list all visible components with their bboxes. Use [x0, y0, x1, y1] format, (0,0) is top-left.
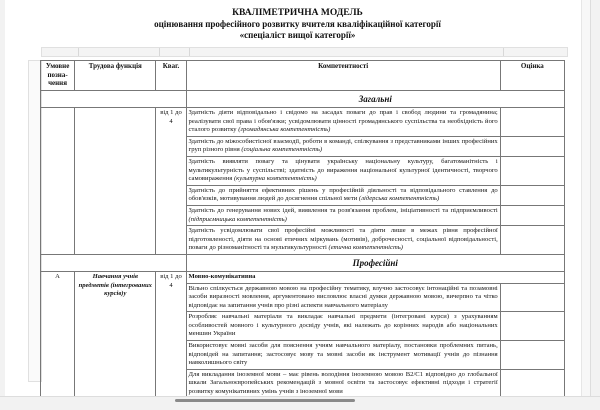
header-qual: Кваг. — [156, 61, 186, 91]
qualimetric-table — [40, 60, 565, 396]
document-heading — [5, 8, 590, 41]
header-competencies: Компетентності — [186, 61, 500, 91]
score-cell[interactable] — [500, 341, 564, 370]
document-title: КВАЛІМЕТРИЧНА МОДЕЛЬ — [232, 8, 363, 18]
header-code: Умовне позна-чення — [41, 61, 75, 91]
code-cell: А — [41, 271, 75, 396]
document-page — [5, 0, 591, 396]
header-score: Оцінка — [500, 61, 564, 91]
competency-cell: Розробляє навчальні матеріали та викладає навчальні предмети (інтегровані курси) з урахуванням особливостей мовного і культурного досвіду учнів, які належать до корінних народів або національних меншин України — [186, 312, 500, 341]
score-cell[interactable] — [500, 136, 564, 156]
table-ruler[interactable] — [41, 47, 568, 57]
horizontal-scrollbar-thumb[interactable] — [175, 399, 355, 402]
table-header-row — [41, 61, 565, 91]
labor-function-cell: Навчання учнів предметів (інтегрованих курсів)у — [75, 271, 156, 396]
table-row — [41, 108, 565, 137]
score-cell[interactable] — [500, 156, 564, 185]
competency-cell: Вільно спілкується державною мовою на професійну тематику, влучно застосовує інтонаційні та позамовні засоби виразності мовлення, аргументовано висловлює власні думки державною мовою, вичерпно та чітко відповідає на запитання учнів про різні аспекти навчального матеріалу — [186, 283, 500, 312]
vertical-scrollbar[interactable] — [581, 0, 590, 396]
competency-cell: Здатність діяти відповідально і свідомо на засадах поваги до прав і свобод людини та громадянина; реалізувати свої права і обов'язки; усвідомлювати цінності громадянського суспільства та необхідність його сталого розвитку (громадянська компетентність) — [186, 108, 500, 137]
competency-cell: Здатність до міжособистісної взаємодії, роботи в команді, спілкування з представниками інших професійних груп різного рівня (соціальна компетентність) — [186, 136, 500, 156]
score-cell[interactable] — [500, 205, 564, 225]
competency-cell: Використовує мовні засоби для пояснення учням навчального матеріалу, постановки проблемних питань, відповідей на запитання; застосовує мову та мовні засоби як інструмент мотивації учнів до пізнання навколишнього світу — [186, 341, 500, 370]
header-function: Трудова функція — [75, 61, 156, 91]
section-row-general — [41, 91, 565, 108]
score-cell[interactable] — [500, 185, 564, 205]
competency-cell: Здатність до прийняття ефективних рішень у професійній діяльності та відповідального ставлення до обов'язків, мотивування людей до досягнення спільної мети (лідерська компетентність) — [186, 185, 500, 205]
score-cell[interactable] — [500, 369, 564, 396]
score-cell[interactable] — [500, 283, 564, 312]
document-category: «спеціаліст вищої категорії» — [239, 30, 356, 40]
section-row-professional — [41, 254, 565, 271]
table-row — [41, 271, 565, 283]
section-title-general: Загальні — [186, 91, 564, 108]
score-cell[interactable] — [500, 108, 564, 137]
competency-cell: Для викладання іноземної мови – має рівень володіння іноземною мовою В2/С1 відповідно до глобальної шкали Загальноєвропейських рекомендацій з мовної освіти та застосовує ефективні підходи і стратегії розвитку комунікативних умінь учнів з іноземної мови — [186, 369, 500, 396]
document-subtitle: оцінювання професійного розвитку вчителя кваліфікаційної категорії — [154, 19, 441, 29]
competency-cell: Здатність усвідомлювати свої професійні можливості та діяти лише в межах рівня професійної підготовленості, діяти на основі етичних міркувань (мотивів), доброчесності, соціальної відповідальності, поваги до різноманітності та мультикультурності (етична компетентність) — [186, 226, 500, 255]
qual-range: від 1 до 4 — [156, 271, 186, 396]
competency-cell: Здатність до генерування нових ідей, виявлення та розв'язання проблем, ініціативності та підприємливості (підприємницька компетентність) — [186, 205, 500, 225]
score-cell[interactable] — [500, 226, 564, 255]
qual-range: від 1 до 4 — [156, 108, 186, 255]
competency-cell: Здатність виявляти повагу та цінувати українську національну культуру, багатоманітність і мультикультурність у суспільстві; здатність до вираження національної культурної ідентичності, творчого самовираження (культурна компетентність) — [186, 156, 500, 185]
score-cell[interactable] — [500, 312, 564, 341]
subsection-title: Мовно-комунікативна — [186, 271, 564, 283]
section-title-professional: Професійні — [186, 254, 564, 271]
